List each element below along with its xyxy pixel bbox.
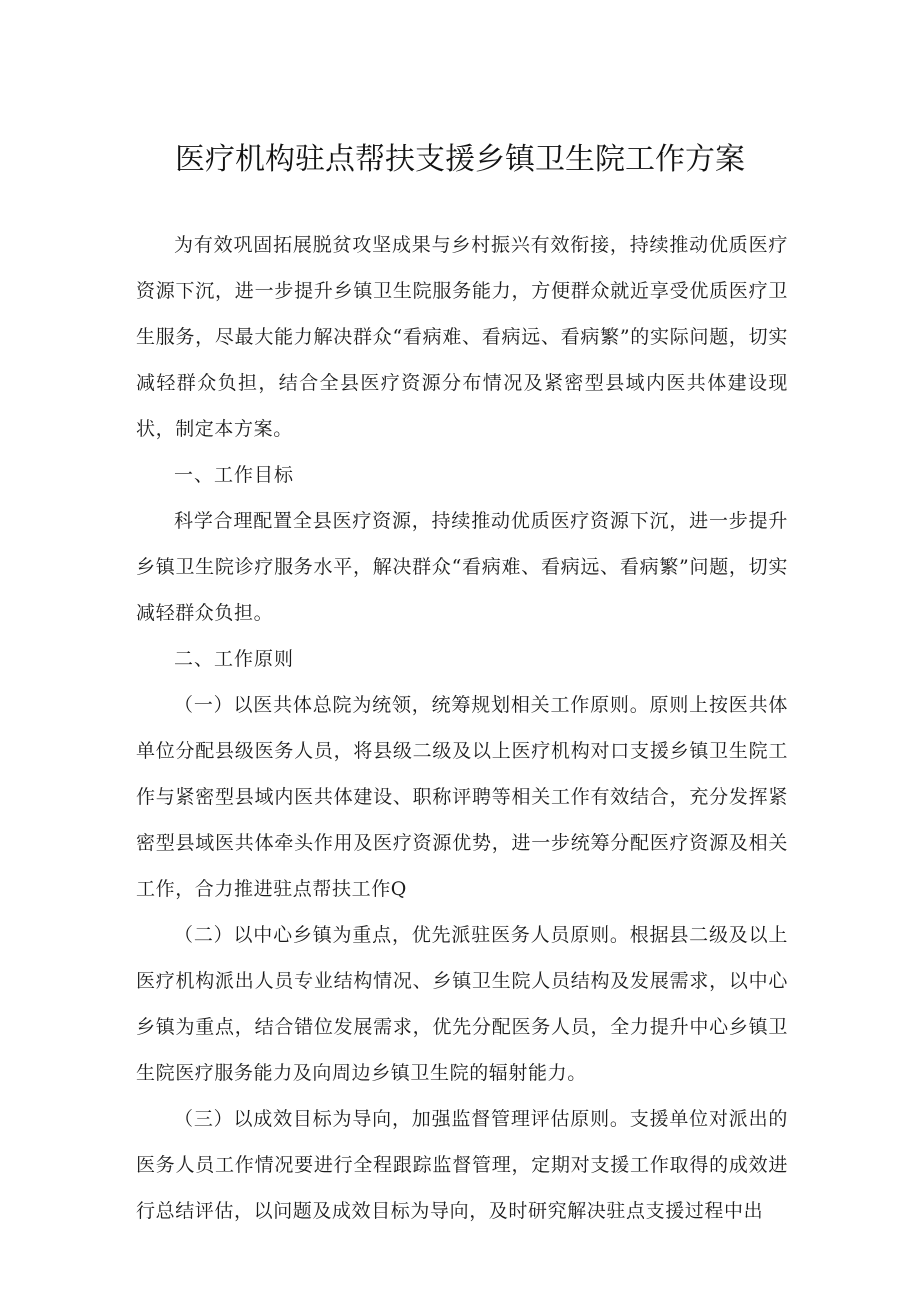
section-heading-goals: 一、工作目标 <box>174 464 295 486</box>
goals-paragraph: 科学合理配置全县医疗资源，持续推动优质医疗资源下沉，进一步提升乡镇卫生院诊疗服务水平，解决群众“看病难、看病远、看病繁”问题，切实减轻群众负担。 <box>136 510 788 624</box>
intro-paragraph: 为有效巩固拓展脱贫攻坚成果与乡村振兴有效衔接，持续推动优质医疗资源下沉，进一步提升乡镇卫生院服务能力，方便群众就近享受优质医疗卫生服务，尽最大能力解决群众“看病难、看病远、看病繁”的实际问题，切实减轻群众负担，结合全县医疗资源分布情况及紧密型县域内医共体建设现状，制定本方案。 <box>136 234 788 440</box>
principle-1-paragraph: （一）以医共体总院为统领，统筹规划相关工作原则。原则上按医共体单位分配县级医务人员，将县级二级及以上医疗机构对口支援乡镇卫生院工作与紧密型县域内医共体建设、职称评聘等相关工作有效结合，充分发挥紧密型县域医共体牵头作用及医疗资源优势，进一步统筹分配医疗资源及相关工作，合力推进驻点帮扶工作Q <box>136 694 788 900</box>
document-body <box>136 222 788 1234</box>
principle-3-paragraph: （三）以成效目标为导向，加强监督管理评估原则。支援单位对派出的医务人员工作情况要进行全程跟踪监督管理，定期对支援工作取得的成效进行总结评估，以问题及成效目标为导向，及时研究解决驻点支援过程中出 <box>136 1108 788 1222</box>
document-title: 医疗机构驻点帮扶支援乡镇卫生院工作方案 <box>175 142 745 177</box>
principle-2-paragraph: （二）以中心乡镇为重点，优先派驻医务人员原则。根据县二级及以上医疗机构派出人员专业结构情况、乡镇卫生院人员结构及发展需求，以中心乡镇为重点，结合错位发展需求，优先分配医务人员，全力提升中心乡镇卫生院医疗服务能力及向周边乡镇卫生院的辐射能力。 <box>136 924 788 1084</box>
section-heading-principles: 二、工作原则 <box>174 648 295 670</box>
